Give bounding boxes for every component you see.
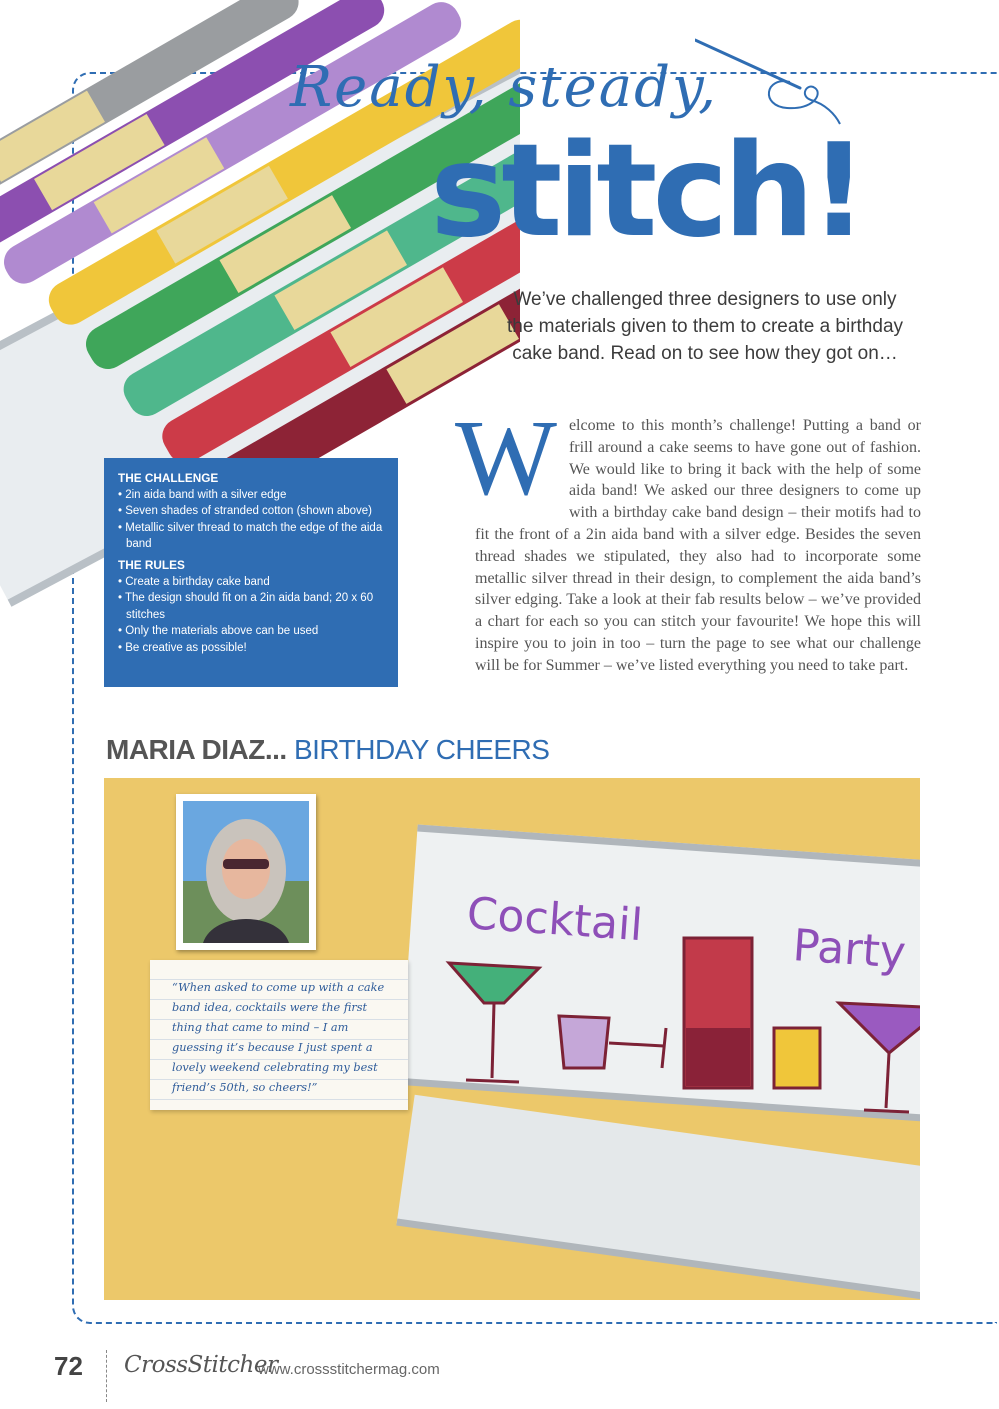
brand-logo: CrossStitcher <box>124 1352 278 1378</box>
footer-divider <box>106 1350 107 1402</box>
list-item: • Seven shades of stranded cotton (shown above) <box>118 503 384 520</box>
list-item: • 2in aida band with a silver edge <box>118 487 384 504</box>
challenge-list <box>118 487 384 553</box>
designer-portrait <box>176 794 316 950</box>
list-item: • Create a birthday cake band <box>118 574 384 591</box>
challenge-heading: THE CHALLENGE <box>118 471 219 485</box>
script-title: Ready, steady, <box>290 55 718 120</box>
designer-name: MARIA DIAZ... <box>106 734 287 765</box>
section-heading <box>106 734 549 766</box>
intro-paragraph <box>455 399 921 677</box>
main-title: stitch! <box>430 117 863 266</box>
list-item: • The design should fit on a 2in aida band; 20 x 60 stitches <box>118 590 384 623</box>
list-item: • Be creative as possible! <box>118 640 384 657</box>
rules-heading: THE RULES <box>118 557 185 572</box>
drop-cap: W <box>455 399 557 518</box>
standfirst: We’ve challenged three designers to use only the materials given to them to create a birthday cake band. Read on to see how they got on… <box>506 289 904 364</box>
intro-body: elcome to this month’s challenge! Putting a band or frill around a cake seems to have gone out of fashion. We would like to bring it back with the help of some aida band! We asked our three designers to come up with a birthday cake band design – their motifs had to fit the front of a 2in aida band with a silver edge. Besides the seven thread shades we stipulated, they also had to incorporate some metallic silver thread in their design, to complement the aida band’s silver edging. Take a look at their fab results below – we’ve provided a chart for each so you can stitch your favourite! We hope this will inspire you to join in too – turn the page to see what our challenge will be for Summer – we’ve listed everything you need to take part. <box>475 417 921 674</box>
website-url[interactable]: www.crossstitchermag.com <box>258 1361 440 1378</box>
list-item: • Metallic silver thread to match the edge of the aida band <box>118 520 384 553</box>
page-number: 72 <box>54 1351 83 1381</box>
list-item: • Only the materials above can be used <box>118 623 384 640</box>
design-title: BIRTHDAY CHEERS <box>293 734 550 765</box>
designer-quote: “When asked to come up with a cake band idea, cocktails were the first thing that came to mind – I am guessing it’s because I just spent a lovely weekend celebrating my best friend’s 50th, so cheers!” <box>172 981 385 1094</box>
rules-list <box>118 574 384 657</box>
challenge-box <box>104 458 398 687</box>
stitch-word-party: Party <box>791 920 908 979</box>
stitch-word-cocktail: Cocktail <box>465 888 645 952</box>
